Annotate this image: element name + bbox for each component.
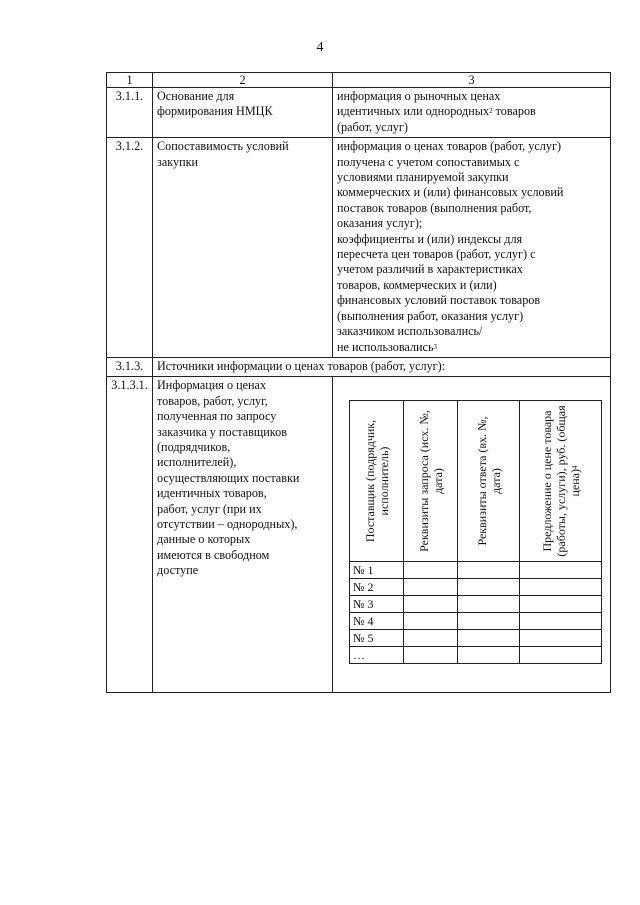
table-row (107, 138, 611, 358)
header-text: Поставщик (подрядчик, исполнитель) (362, 420, 391, 543)
empty-cell (404, 579, 458, 596)
content-line: информация о рыночных ценах (337, 89, 501, 103)
supplier-number: № 4 (350, 613, 404, 630)
content-line: пересчета цен товаров (работ, услуг) с (337, 247, 536, 262)
supplier-table (349, 400, 602, 664)
empty-cell (404, 630, 458, 647)
row-number: 3.1.3. (107, 357, 153, 376)
header-text: Реквизиты запроса (исх. №, дата) (416, 410, 445, 553)
title-line: доступе (157, 563, 199, 578)
header-response-details (458, 401, 520, 562)
content-line: коэффициенты и (или) индексы для (337, 231, 523, 246)
content-line: (выполнения работ, оказания услуг) (337, 308, 524, 323)
title-line: отсутствии – однородных), (157, 516, 298, 531)
header-col3: 3 (333, 73, 611, 88)
header-text: Реквизиты ответа (вх. №, дата) (474, 416, 503, 546)
title-line: имеются в свободном (157, 547, 270, 562)
empty-cell (404, 647, 458, 664)
title-line: идентичных товаров, (157, 486, 267, 501)
header-supplier (350, 401, 404, 562)
content-line: оказания услуг); (337, 216, 423, 231)
empty-cell (520, 562, 602, 579)
empty-cell (520, 596, 602, 613)
title-line: осуществляющих поставки (157, 470, 300, 485)
supplier-row (350, 647, 602, 664)
content-line: поставок товаров (выполнения работ, (337, 200, 532, 215)
row-number: 3.1.1. (107, 88, 153, 138)
header-text: Предложение о цене товара (работы, услуги), руб. (общая цена) (539, 405, 582, 557)
title-line: заказчика у поставщиков (157, 424, 287, 439)
empty-cell (458, 579, 520, 596)
empty-cell (458, 647, 520, 664)
empty-cell (404, 613, 458, 630)
content-line: коммерческих и (или) финансовых условий (337, 185, 564, 200)
empty-cell (404, 562, 458, 579)
supplier-row (350, 579, 602, 596)
content-line (337, 104, 606, 119)
title-line: (подрядчиков, (157, 439, 231, 454)
content-line: учетом различий в характеристиках (337, 262, 523, 277)
title-line: Информация о ценах (157, 378, 267, 393)
header-text-wrap (540, 403, 582, 559)
supplier-row (350, 613, 602, 630)
empty-cell (520, 613, 602, 630)
empty-cell (458, 613, 520, 630)
supplier-number: № 2 (350, 579, 404, 596)
table-row (107, 88, 611, 138)
content-line: (работ, услуг) (337, 119, 408, 134)
title-line: Сопоставимость условий (157, 139, 289, 154)
main-table (106, 72, 611, 693)
content-line: информация о ценах товаров (работ, услуг) (337, 139, 562, 154)
content-line: финансовых условий поставок товаров (337, 293, 541, 308)
header-row (107, 73, 611, 88)
footnote-ref: 3 (433, 342, 438, 351)
content-line: заказчиком использовались/ (337, 324, 483, 339)
title-line: товаров, работ, услуг, (157, 393, 268, 408)
supplier-row (350, 630, 602, 647)
title-line: данные о которых (157, 532, 251, 547)
supplier-number: № 5 (350, 630, 404, 647)
supplier-row (350, 562, 602, 579)
header-price-offer (520, 401, 602, 562)
title-line: закупки (157, 154, 199, 169)
content-text: товаров (492, 104, 536, 119)
row-content (333, 88, 611, 138)
supplier-row (350, 596, 602, 613)
supplier-number: № 3 (350, 596, 404, 613)
empty-cell (404, 596, 458, 613)
section-heading: Источники информации о ценах товаров (работ, услуг): (153, 357, 611, 376)
empty-cell (458, 562, 520, 579)
supplier-table-cell (333, 377, 611, 693)
header-request-details (404, 401, 458, 562)
title-line: работ, услуг (при их (157, 501, 262, 516)
supplier-number: № 1 (350, 562, 404, 579)
title-line: формирования НМЦК (157, 104, 273, 119)
row-number: 3.1.3.1. (107, 377, 153, 693)
row-title (153, 88, 333, 138)
header-col1: 1 (107, 73, 153, 88)
row-title (153, 377, 333, 693)
page-number: 4 (316, 40, 324, 55)
content-text: идентичных или однородных (337, 104, 490, 119)
content-line: товаров, коммерческих и (или) (337, 277, 497, 292)
table-row (107, 377, 611, 693)
row-content (333, 138, 611, 358)
title-line: полученная по запросу (157, 409, 277, 424)
empty-cell (520, 630, 602, 647)
content-text: не использовались (337, 339, 434, 354)
content-line: условиями планируемой закупки (337, 170, 509, 185)
content-line (337, 340, 606, 355)
supplier-number: … (350, 647, 404, 664)
footnote-ref: 2 (489, 107, 493, 116)
empty-cell (458, 630, 520, 647)
table-row (107, 357, 611, 376)
footnote-ref: 4 (570, 465, 579, 470)
header-col2: 2 (153, 73, 333, 88)
title-line: исполнителей), (157, 455, 237, 470)
empty-cell (458, 596, 520, 613)
empty-cell (520, 647, 602, 664)
title-line: Основание для (157, 89, 235, 103)
content-line: получена с учетом сопоставимых с (337, 154, 520, 169)
row-title (153, 138, 333, 358)
row-number: 3.1.2. (107, 138, 153, 358)
empty-cell (520, 579, 602, 596)
supplier-table-header (350, 401, 602, 562)
